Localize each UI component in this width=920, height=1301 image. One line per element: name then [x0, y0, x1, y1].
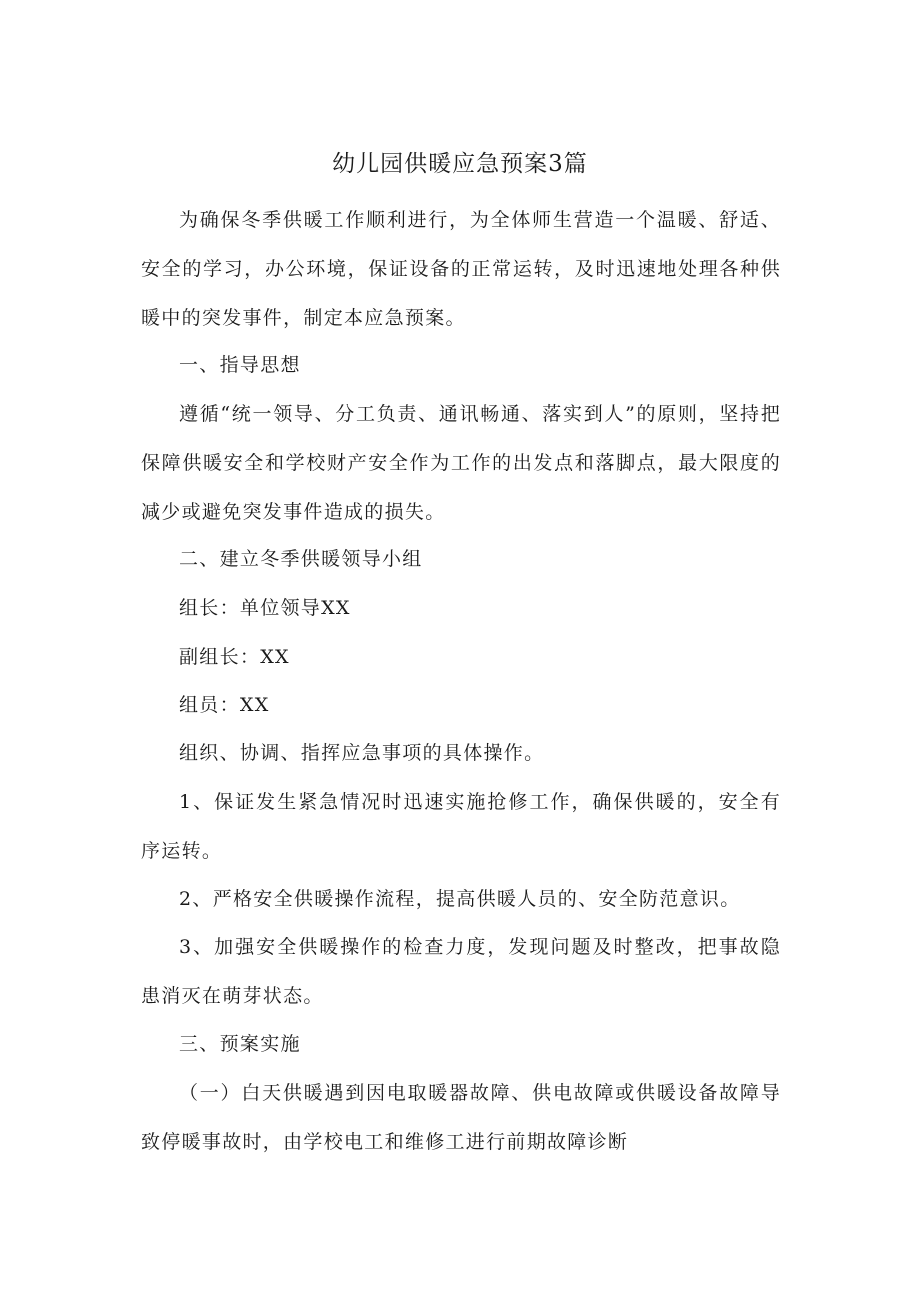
group-leader-line: 组长：单位领导XX	[179, 597, 351, 619]
intro-paragraph: 为确保冬季供暖工作顺利进行，为全体师生营造一个温暖、舒适、安全的学习，办公环境，保证设备的正常运转，及时迅速地处理各种供暖中的突发事件，制定本应急预案。	[141, 209, 781, 329]
duty-item-1: 1、保证发生紧急情况时迅速实施抢修工作，确保供暖的，安全有序运转。	[141, 791, 781, 862]
group-members-line: 组员：XX	[179, 694, 270, 716]
group-duty-line: 组织、协调、指挥应急事项的具体操作。	[179, 742, 545, 764]
section-heading-leadership-group: 二、建立冬季供暖领导小组	[179, 548, 423, 570]
guiding-thought-paragraph: 遵循“统一领导、分工负责、通讯畅通、落实到人”的原则，坚持把保障供暖安全和学校财产安全作为工作的出发点和落脚点，最大限度的减少或避免突发事件造成的损失。	[141, 403, 781, 523]
section-heading-plan-implementation: 三、预案实施	[179, 1033, 301, 1055]
implementation-paragraph-1: （一）白天供暖遇到因电取暖器故障、供电故障或供暖设备故障导致停暖事故时，由学校电工和维修工进行前期故障诊断	[141, 1082, 781, 1153]
document-title: 幼儿园供暖应急预案3篇	[332, 151, 588, 177]
duty-item-2: 2、严格安全供暖操作流程，提高供暖人员的、安全防范意识。	[179, 888, 741, 910]
duty-item-3: 3、加强安全供暖操作的检查力度，发现问题及时整改，把事故隐患消灭在萌芽状态。	[141, 936, 781, 1007]
section-heading-guiding-thought: 一、指导思想	[179, 354, 301, 376]
deputy-leader-line: 副组长：XX	[179, 646, 290, 668]
